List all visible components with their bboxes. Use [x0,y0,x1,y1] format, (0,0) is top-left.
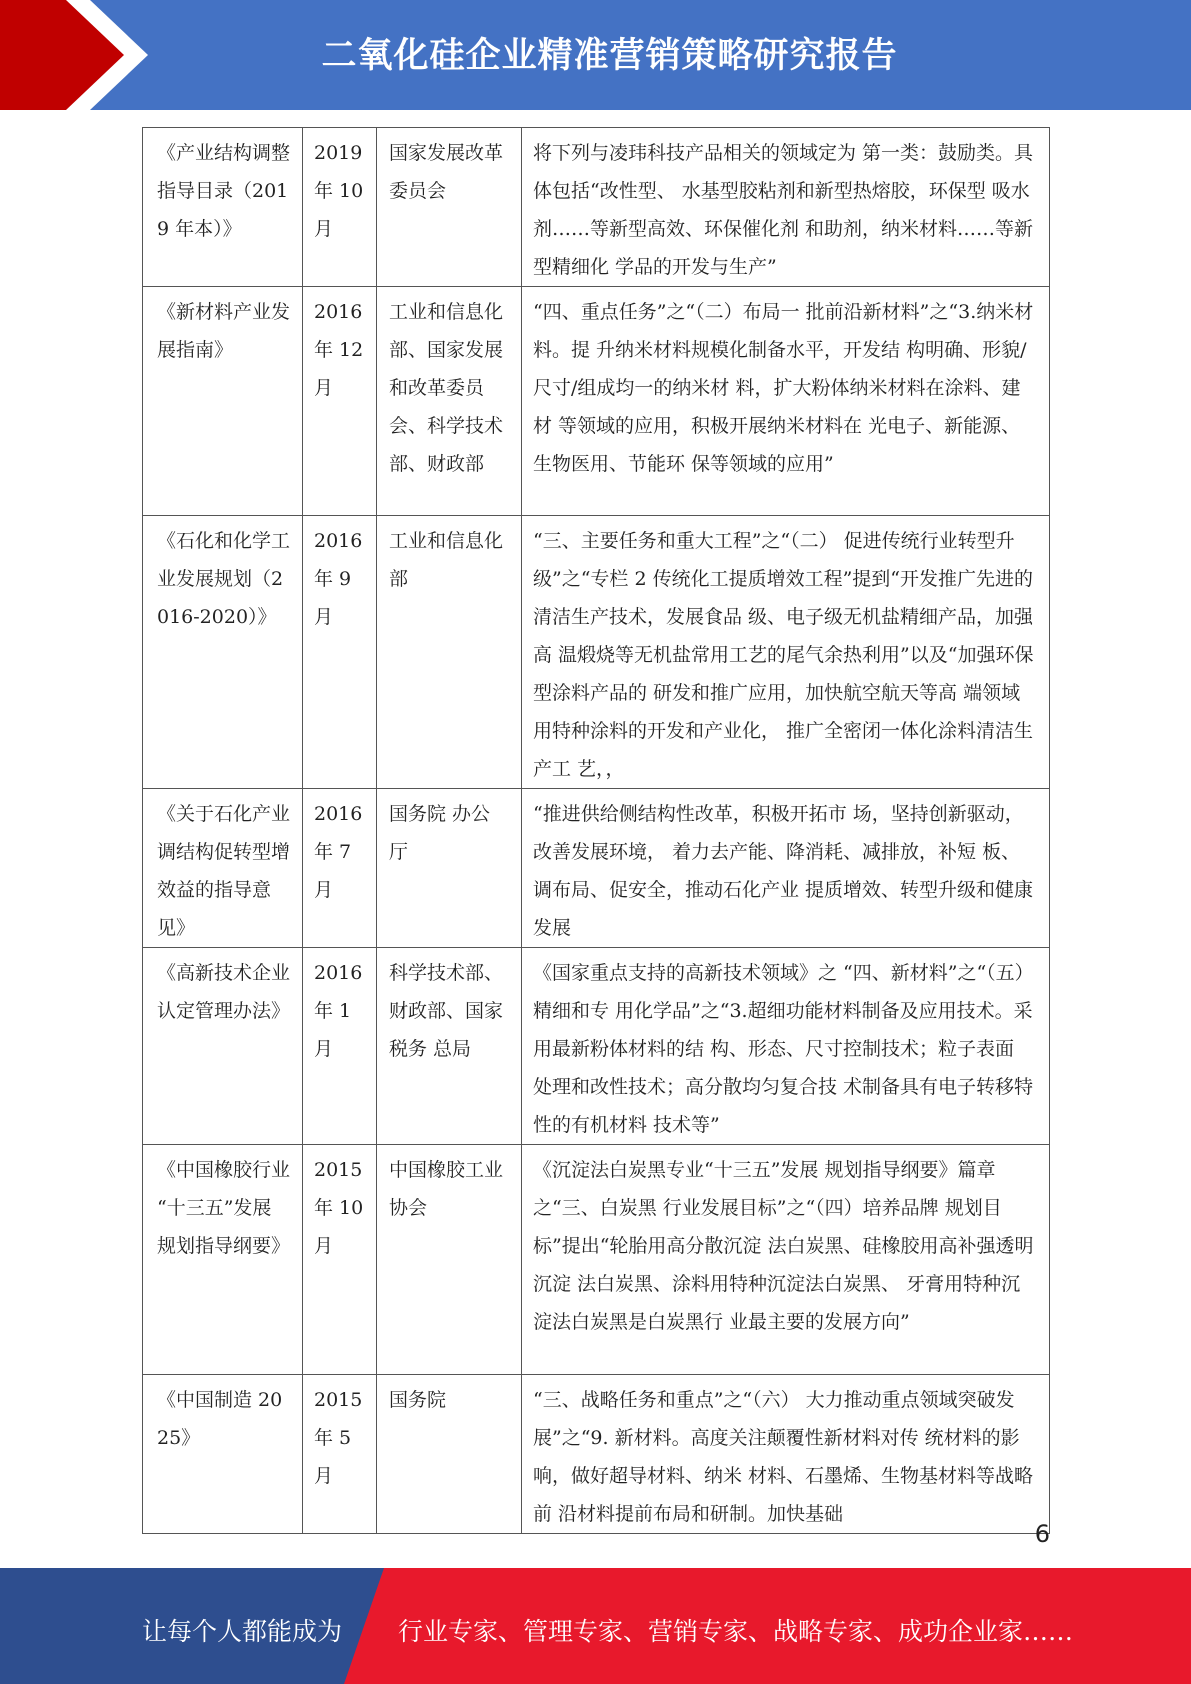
table-row [143,948,1050,1145]
page-footer [0,1568,1191,1684]
policy-date-cell: 2016 年 9 月 [303,516,377,789]
policy-date-cell: 2015 年 5 月 [303,1375,377,1534]
policy-date-cell: 2016 年 12 月 [303,287,377,516]
policy-date-cell: 2016 年 1 月 [303,948,377,1145]
policy-content-cell: “三、主要任务和重大工程”之“（二） 促进传统行业转型升级”之“专栏 2 传统化工提质增效工程”提到“开发推广先进的清洁生产技术，发展食品 级、电子级无机盐精细产品，加强高 温煅烧等无机盐常用工艺的尾气余热利用”以及“加强环保型涂料产品的 研发和推广应用，加快航空航天等高 端领域用特种涂料的开发和产业化， 推广全密闭一体化涂料清洁生产工 艺，， [522,516,1050,789]
report-title: 二氧化硅企业精准营销策略研究报告 [321,36,898,76]
policy-issuer-cell: 中国橡胶工业 协会 [377,1145,522,1375]
policy-name-cell: 《新材料产业发 展指南》 [143,287,303,516]
policy-content-cell: 《沉淀法白炭黑专业“十三五”发展 规划指导纲要》篇章之“三、白炭黑 行业发展目标”之“（四）培养品牌 规划目标”提出“轮胎用高分散沉淀 法白炭黑、硅橡胶用高补强透明沉淀 法白炭黑、涂料用特种沉淀法白炭黑、 牙膏用特种沉淀法白炭黑是白炭黑行 业最主要的发展方向” [522,1145,1050,1375]
policy-issuer-cell: 工业和信息化 部 [377,516,522,789]
page-header [0,0,1191,110]
policy-content-cell: “四、重点任务”之“（二）布局一 批前沿新材料”之“3.纳米材料。提 升纳米材料规模化制备水平，开发结 构明确、形貌/尺寸/组成均一的纳米材 料，扩大粉体纳米材料在涂料、建材 等领域的应用，积极开展纳米材料在 光电子、新能源、生物医用、节能环 保等领域的应用” [522,287,1050,516]
policy-content-cell: “推进供给侧结构性改革，积极开拓市 场，坚持创新驱动，改善发展环境， 着力去产能、降消耗、减排放，补短 板、调布局、促安全，推动石化产业 提质增效、转型升级和健康发展 [522,789,1050,948]
policy-name-cell: 《关于石化产业 调结构促转型增 效益的指导意见》 [143,789,303,948]
policy-name-cell: 《中国橡胶行业 “十三五”发展规划指导纲要》 [143,1145,303,1375]
policy-content-cell: 《国家重点支持的高新技术领域》之 “四、新材料”之“（五）精细和专 用化学品”之“3.超细功能材料制备及应用技术。采用最新粉体材料的结 构、形态、尺寸控制技术；粒子表面 处理和改性技术；高分散均匀复合技 术制备具有电子转移特性的有机材料 技术等” [522,948,1050,1145]
policy-table [142,127,1050,1534]
table-row [143,789,1050,948]
policy-name-cell: 《产业结构调整 指导目录（2019 年本）》 [143,128,303,287]
policy-name-cell: 《中国制造 2025》 [143,1375,303,1534]
table-row [143,1375,1050,1534]
policy-date-cell: 2019 年 10 月 [303,128,377,287]
policy-content-cell: “三、战略任务和重点”之“（六） 大力推动重点领域突破发展”之“9. 新材料。高度关注颠覆性新材料对传 统材料的影响，做好超导材料、纳米 材料、石墨烯、生物基材料等战略前 沿材料提前布局和研制。加快基础 [522,1375,1050,1534]
table-row [143,287,1050,516]
table-row [143,128,1050,287]
policy-issuer-cell: 国家发展改革 委员会 [377,128,522,287]
policy-issuer-cell: 工业和信息化 部、国家发展 和改革委员 会、科学技术 部、财政部 [377,287,522,516]
policy-date-cell: 2016 年 7 月 [303,789,377,948]
page-number: 6 [1034,1520,1050,1548]
footer-slogan-tagline: 行业专家、管理专家、营销专家、战略专家、成功企业家…… [398,1617,1074,1646]
table-row [143,1145,1050,1375]
policy-content-cell: 将下列与凌玮科技产品相关的领域定为 第一类：鼓励类。具体包括“改性型、 水基型胶粘剂和新型热熔胶，环保型 吸水剂……等新型高效、环保催化剂 和助剂，纳米材料……等新型精细化 学品的开发与生产” [522,128,1050,287]
footer-slogan-lead: 让每个人都能成为 [142,1617,343,1646]
policy-date-cell: 2015 年 10 月 [303,1145,377,1375]
policy-name-cell: 《高新技术企业 认定管理办法》 [143,948,303,1145]
policy-issuer-cell: 国务院 [377,1375,522,1534]
policy-name-cell: 《石化和化学工 业发展规划（2016-2020）》 [143,516,303,789]
policy-issuer-cell: 国务院 办公厅 [377,789,522,948]
policy-issuer-cell: 科学技术部、 财政部、国家 税务 总局 [377,948,522,1145]
table-row [143,516,1050,789]
